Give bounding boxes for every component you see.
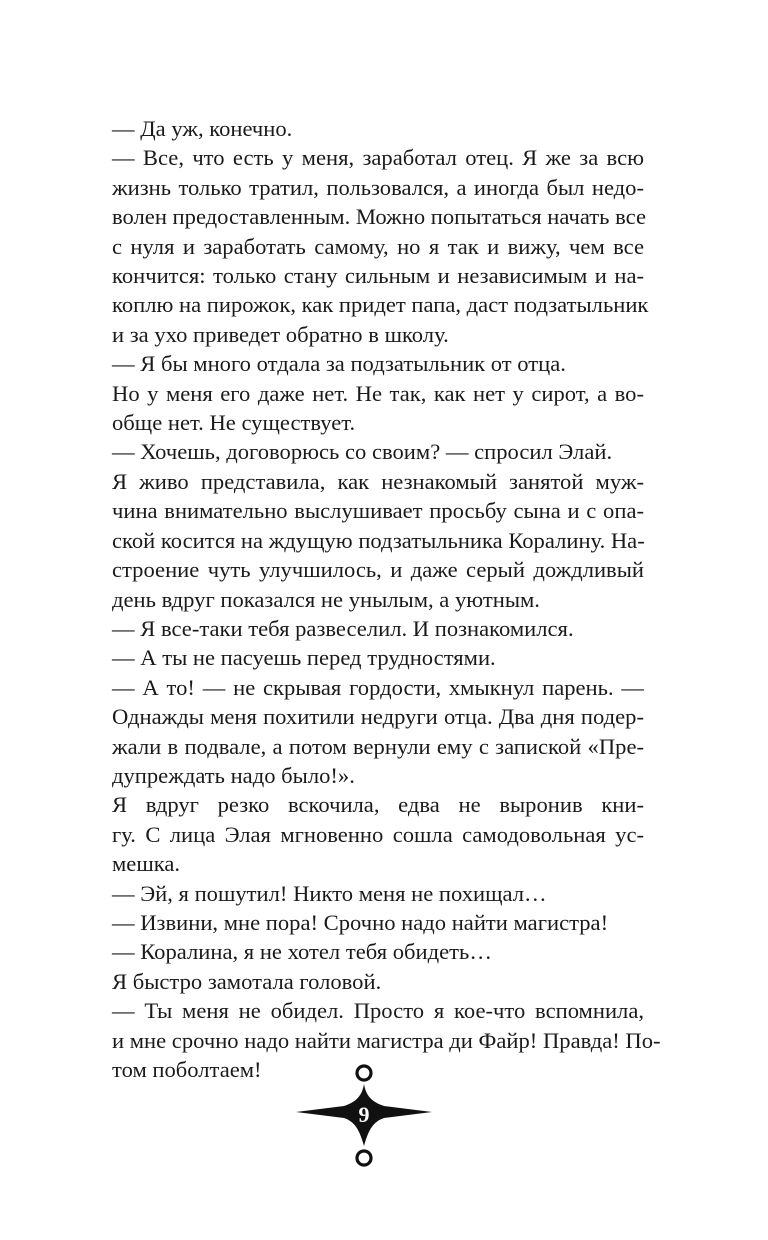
- text-line: дупреждать надо было!».: [112, 762, 355, 788]
- text-line: жали в подвале, а потом вернули ему с запиской «Пре-: [112, 733, 644, 759]
- paragraph: [112, 937, 644, 966]
- text-line: — Коралина, я не хотел тебя обидеть…: [112, 939, 492, 965]
- paragraph: [112, 467, 644, 614]
- paragraph: [112, 967, 644, 996]
- paragraph: [112, 790, 644, 878]
- text-line: Но у меня его даже нет. Не так, как нет у сирот, а во-: [112, 380, 644, 406]
- text-line: жизнь только тратил, пользовался, а иногда был недо-: [112, 174, 644, 200]
- paragraph: [112, 349, 644, 378]
- text-line: — Хочешь, договорюсь со своим? — спросил Элай.: [112, 439, 613, 465]
- text-line: Однажды меня похитили недруги отца. Два дня подер-: [112, 704, 644, 730]
- text-line: гу. С лица Элая мгновенно сошла самодовольная ус-: [112, 821, 644, 847]
- paragraph: [112, 614, 644, 643]
- paragraph: [112, 643, 644, 672]
- text-line: день вдруг показался не унылым, а уютным.: [112, 586, 540, 612]
- text-line: и мне срочно надо найти магистра ди Файр! Правда! По-: [112, 1027, 661, 1053]
- text-line: — А то! — не скрывая гордости, хмыкнул парень. —: [112, 674, 644, 700]
- ornament-top-ring: [357, 1066, 371, 1080]
- ornament-bottom-ring: [357, 1151, 371, 1165]
- text-line: — Я бы много отдала за подзатыльник от отца.: [112, 351, 566, 377]
- text-line: и за ухо приведет обратно в школу.: [112, 321, 449, 347]
- paragraph: [112, 379, 644, 438]
- text-line: — Да уж, конечно.: [112, 116, 293, 141]
- paragraph: [112, 437, 644, 466]
- text-line: ской косится на ждущую подзатыльника Коралину. На-: [112, 527, 645, 553]
- text-line: Я вдруг резко вскочила, едва не выронив кни-: [112, 792, 644, 818]
- text-line: Я живо представила, как незнакомый занятой муж-: [112, 468, 644, 494]
- paragraph: [112, 143, 649, 349]
- text-line: коплю на пирожок, как придет папа, даст подзатыльник: [112, 292, 649, 318]
- paragraph: [112, 673, 644, 791]
- text-line: — Извини, мне пора! Срочно надо найти магистра!: [112, 909, 609, 935]
- text-line: Я быстро замотала головой.: [112, 968, 382, 994]
- body-text: [112, 114, 661, 1084]
- text-line: — Ты меня не обидел. Просто я кое-что вспомнила,: [112, 998, 644, 1024]
- page-number: 9: [358, 1102, 370, 1127]
- text-line: обще нет. Не существует.: [112, 410, 356, 436]
- paragraph: [112, 114, 644, 143]
- paragraph: [112, 908, 644, 937]
- text-line: — Эй, я пошутил! Никто меня не похищал…: [112, 880, 547, 906]
- text-line: с нуля и заработать самому, но я так и вижу, чем все: [112, 233, 644, 259]
- text-line: строение чуть улучшилось, и даже серый дождливый: [112, 557, 644, 583]
- text-line: мешка.: [112, 851, 181, 877]
- text-line: чина внимательно выслушивает просьбу сына и с опа-: [112, 498, 644, 524]
- page-number-ornament: [296, 1062, 432, 1170]
- text-line: — Все, что есть у меня, заработал отец. Я же за всю: [112, 145, 644, 171]
- text-line: кончится: только стану сильным и независимым и на-: [112, 263, 644, 289]
- paragraph: [112, 879, 644, 908]
- text-line: том поболтаем!: [112, 1057, 262, 1082]
- text-line: — Я все-таки тебя развеселил. И познакомился.: [112, 615, 574, 641]
- text-line: волен предоставленным. Можно попытаться начать все: [112, 204, 646, 230]
- text-line: — А ты не пасуешь перед трудностями.: [112, 645, 496, 671]
